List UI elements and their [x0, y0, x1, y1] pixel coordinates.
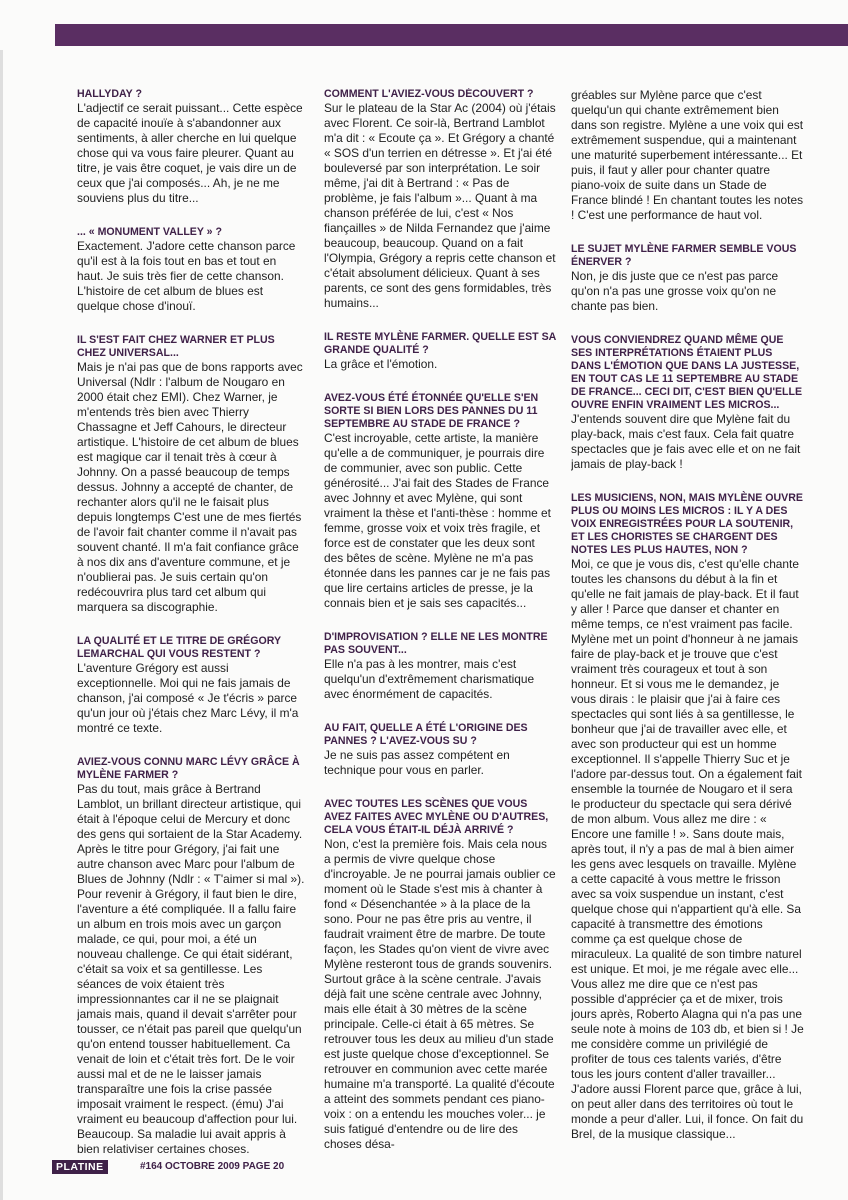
- question: IL RESTE MYLÈNE FARMER. QUELLE EST SA GRANDE QUALITÉ ?: [324, 331, 556, 356]
- answer: J'entends souvent dire que Mylène fait du play-back, mais c'est faux. Cela fait quatre spectacles que je fais avec elle et on ne fait jamais de play-back !: [571, 412, 801, 471]
- qa-block: [77, 226, 305, 314]
- question: AVIEZ-VOUS CONNU MARC LÉVY GRÂCE À MYLÈNE FARMER ?: [77, 756, 300, 781]
- answer: La grâce et l'émotion.: [324, 357, 438, 371]
- answer-continued: gréables sur Mylène parce que c'est quelqu'un qui chante extrêmement bien dans son registre. Mylène a une voix qui est extrêmement suspendue, qui a maintenant une maturité superbement intéressante... Et puis, il faut y aller pour chanter quatre piano-voix de suite dans un Stade de France blindé ! En chantant toutes les notes ! C'est une performance de haut vol.: [571, 88, 804, 222]
- text-column-3: [571, 88, 804, 1160]
- header-color-bar: [55, 24, 848, 46]
- question: COMMENT L'AVIEZ-VOUS DÉCOUVERT ?: [324, 88, 534, 100]
- page-footer: [52, 1157, 352, 1179]
- answer: Non, c'est la première fois. Mais cela nous a permis de vivre quelque chose d'incroyable. Je ne pourrai jamais oublier ce moment où le Stade s'est mis à chanter à fond « Désenchantée » à la place de la sono. Pour ne pas être pris au ventre, il faudrait vraiment être de marbre. De toute façon, les Stades qu'on vient de vivre avec Mylène resteront tous de grands souvenirs. Surtout grâce à la scène centrale. J'avais déjà fait une scène centrale avec Johnny, mais elle était à 30 mètres de la scène principale. Celle-ci était à 65 mètres. Se retrouver tous les deux au milieu d'un stade est juste quelque chose d'exceptionnel. Se retrouver en communion avec cette marée humaine m'a transporté. La qualité d'écoute a atteint des sommets pendant ces piano-voix : on a entendu les mouches voler... je suis fatigué d'entendre ou de lire des choses désa-: [324, 837, 556, 1151]
- answer: Je ne suis pas assez compétent en technique pour vous en parler.: [324, 748, 510, 777]
- question: LES MUSICIENS, NON, MAIS MYLÈNE OUVRE PLUS OU MOINS LES MICROS : IL Y A DES VOIX ENREGISTRÉES POUR LA SOUTENIR, ET LES CHORISTES SE CHARGENT DES NOTES LES PLUS HAUTES, NON ?: [571, 492, 803, 556]
- answer: C'est incroyable, cette artiste, la manière qu'elle a de communiquer, je pourrais dire de communier, avec son public. Cette générosité... J'ai fait des Stades de France avec Johnny et avec Mylène, qui sont vraiment la thèse et l'anti-thèse : homme et femme, grosse voix et voix très fragile, et force est de constater que les deux sont des bêtes de scène. Mylène ne m'a pas étonnée dans les pannes car je ne fais pas que lire certains articles de presse, je la connais bien et je sais ses capacités...: [324, 431, 551, 610]
- text-column-2: [324, 88, 556, 1160]
- answer: Elle n'a pas à les montrer, mais c'est quelqu'un d'extrêmement charismatique avec énormément de capacités.: [324, 657, 535, 701]
- qa-block: [324, 722, 556, 778]
- qa-block: [77, 635, 305, 736]
- question: AVEZ-VOUS ÉTÉ ÉTONNÉE QU'ELLE S'EN SORTE SI BIEN LORS DES PANNES DU 11 SEPTEMBRE AU STADE DE FRANCE ?: [324, 392, 539, 430]
- answer: Pas du tout, mais grâce à Bertrand Lamblot, un brillant directeur artistique, qui était à l'époque celui de Mercury et donc des gens qui sortaient de la Star Academy. Après le titre pour Grégory, j'ai fait une autre chanson avec Marc pour l'album de Blues de Johnny (Ndlr : « T'aimer si mal »). Pour revenir à Grégory, il faut bien le dire, l'aventure a été compliquée. Il a fallu faire un album en trois mois avec un garçon malade, ce qui, pour moi, a été un nouveau challenge. Ce qui était sidérant, c'était sa voix et sa gentillesse. Les séances de voix étaient très impressionnantes car il ne se plaignait jamais mais, quand il devait s'arrêter pour tousser, ce n'était pas pareil que quelqu'un qu'on entend tousser habituellement. Ca venait de loin et c'était très fort. De le voir aussi mal et de ne le laisser jamais transparaître une fois la crise passée imposait vraiment le respect. (ému) J'ai vraiment eu beaucoup d'affection pour lui. Beaucoup. Sa maladie lui avait appris à bien relativiser certaines choses.: [77, 782, 305, 1156]
- answer: Non, je dis juste que ce n'est pas parce qu'on n'a pas une grosse voix qu'on ne chante pas bien.: [571, 269, 779, 313]
- question: AU FAIT, QUELLE A ÉTÉ L'ORIGINE DES PANNES ? L'AVEZ-VOUS SU ?: [324, 722, 528, 747]
- question: LE SUJET MYLÈNE FARMER SEMBLE VOUS ÉNERVER ?: [571, 243, 797, 268]
- question: ... « MONUMENT VALLEY » ?: [77, 226, 222, 238]
- answer: L'adjectif ce serait puissant... Cette espèce de capacité inouïe à s'abandonner aux sentiments, à aller cherche en lui quelque chose qui va vous faire pleurer. Quant au titre, je vais être coquet, je vais dire un de ceux que j'ai composés... Ah, je ne me souviens plus du titre...: [77, 101, 303, 205]
- text-column-1: [77, 88, 305, 1160]
- qa-block: [324, 88, 556, 311]
- answer: L'aventure Grégory est aussi exceptionnelle. Moi qui ne fais jamais de chanson, j'ai composé « Je t'écris » parce qu'un jour où j'étais chez Marc Lévy, il m'a montré ce texte.: [77, 661, 299, 735]
- answer: Mais je n'ai pas que de bons rapports avec Universal (Ndlr : l'album de Nougaro en 2000 était chez EMI). Chez Warner, je m'entends très bien avec Thierry Chassagne et Jeff Cahours, le directeur artistique. L'histoire de cet album de blues est magique car il tenait très à cœur à Johnny. On a passé beaucoup de temps dessus. Johnny a accepté de chanter, de rechanter alors qu'il ne le faisait plus depuis longtemps C'est une de mes fiertés de l'avoir fait chanter comme il n'avait pas souvent chanté. Il m'a fait confiance grâce à nos dix ans d'aventure commune, et je n'oublierai pas. Je suis certain qu'on redécouvrira plus tard cet album qui marquera sa discographie.: [77, 360, 303, 614]
- qa-block: [77, 88, 305, 206]
- qa-block: [77, 334, 305, 615]
- question: IL S'EST FAIT CHEZ WARNER ET PLUS CHEZ UNIVERSAL...: [77, 334, 275, 359]
- issue-and-page: #164 OCTOBRE 2009 PAGE 20: [140, 1161, 285, 1172]
- question: LA QUALITÉ ET LE TITRE DE GRÉGORY LEMARCHAL QUI VOUS RESTENT ?: [77, 635, 281, 660]
- qa-block: [324, 631, 556, 702]
- qa-block: [571, 492, 804, 1142]
- question: D'IMPROVISATION ? ELLE NE LES MONTRE PAS SOUVENT...: [324, 631, 548, 656]
- qa-block: [571, 88, 804, 223]
- question: AVEC TOUTES LES SCÈNES QUE VOUS AVEZ FAITES AVEC MYLÈNE OU D'AUTRES, CELA VOUS ÉTAIT-IL DÉJÀ ARRIVÉ ?: [324, 798, 549, 836]
- qa-block: [77, 756, 305, 1157]
- qa-block: [324, 392, 556, 611]
- answer: Moi, ce que je vous dis, c'est qu'elle chante toutes les chansons du début à la fin et qu'elle ne fait jamais de play-back. Et il faut y aller ! Parce que danser et chanter en même temps, ce n'est vraiment pas facile. Mylène met un point d'honneur à ne jamais faire de play-back et je trouve que c'est vraiment très courageux et tout à son honneur. Et si vous me le demandez, je vous dirais : le plaisir que j'ai à faire ces spectacles qui sont liés à sa gentillesse, le bonheur que j'ai de travailler avec elle, et avec son producteur qui est un homme exceptionnel. Il s'appelle Thierry Suc et je l'adore par-dessus tout. On a également fait ensemble la tournée de Nougaro et il sera le producteur du spectacle qui sera dérivé de mon album. Vous allez me dire : « Encore une famille ! ». Sans doute mais, après tout, il n'y a pas de mal à bien aimer les gens avec lesquels on travaille. Mylène a cette capacité à vous mettre le frisson avec sa voix suspendue un instant, c'est quelque chose qui n'appartient qu'à elle. Sa capacité à transmettre des émotions comme ça est quelque chose de miraculeux. La qualité de son timbre naturel est unique. Et moi, je me régale avec elle... Vous allez me dire que ce n'est pas possible d'apprécier ça et de mixer, trois jours après, Roberto Alagna qui n'a pas une seule note à moins de 103 db, et bien si ! Je me considère comme un privilégié de profiter de tous ces talents variés, d'être tous les jours content d'aller travailler... J'adore aussi Florent parce que, grâce à lui, on peut aller dans des territoires où tout le monde a peur d'aller. Lui, il fonce. On fait du Brel, de la musique classique...: [571, 557, 804, 1141]
- qa-block: [324, 798, 556, 1152]
- answer: Sur le plateau de la Star Ac (2004) où j'étais avec Florent. Ce soir-là, Bertrand Lamblot m'a dit : « Ecoute ça ». Et Grégory a chanté « SOS d'un terrien en détresse ». Et j'ai été bouleversé par son interprétation. Le soir même, j'ai dit à Bertrand : « Pas de problème, je fais l'album »... Quant à ma chanson préférée de lui, c'est « Nos fiançailles » de Nilda Fernandez que j'aime beaucoup, beaucoup. Quand on a fait l'Olympia, Grégory a repris cette chanson et c'était absolument délicieux. Quant à ses parents, ce sont des gens formidables, très humains...: [324, 101, 556, 310]
- answer: Exactement. J'adore cette chanson parce qu'il est à la fois tout en bas et tout en haut. Je suis très fier de cette chanson. L'histoire de cet album de blues est quelque chose d'inouï.: [77, 239, 296, 313]
- magazine-name: PLATINE: [52, 1160, 108, 1174]
- qa-block: [571, 243, 804, 314]
- question: VOUS CONVIENDREZ QUAND MÊME QUE SES INTERPRÉTATIONS ÉTAIENT PLUS DANS L'ÉMOTION QUE DANS LA JUSTESSE, EN TOUT CAS LE 11 SEPTEMBRE AU STADE DE FRANCE... CECI DIT, C'EST BIEN QU'ELLE OUVRE ENFIN VRAIMENT LES MICROS...: [571, 334, 803, 411]
- qa-block: [324, 331, 556, 372]
- page-edge: [0, 0, 3, 1200]
- qa-block: [571, 334, 804, 472]
- question: HALLYDAY ?: [77, 88, 142, 100]
